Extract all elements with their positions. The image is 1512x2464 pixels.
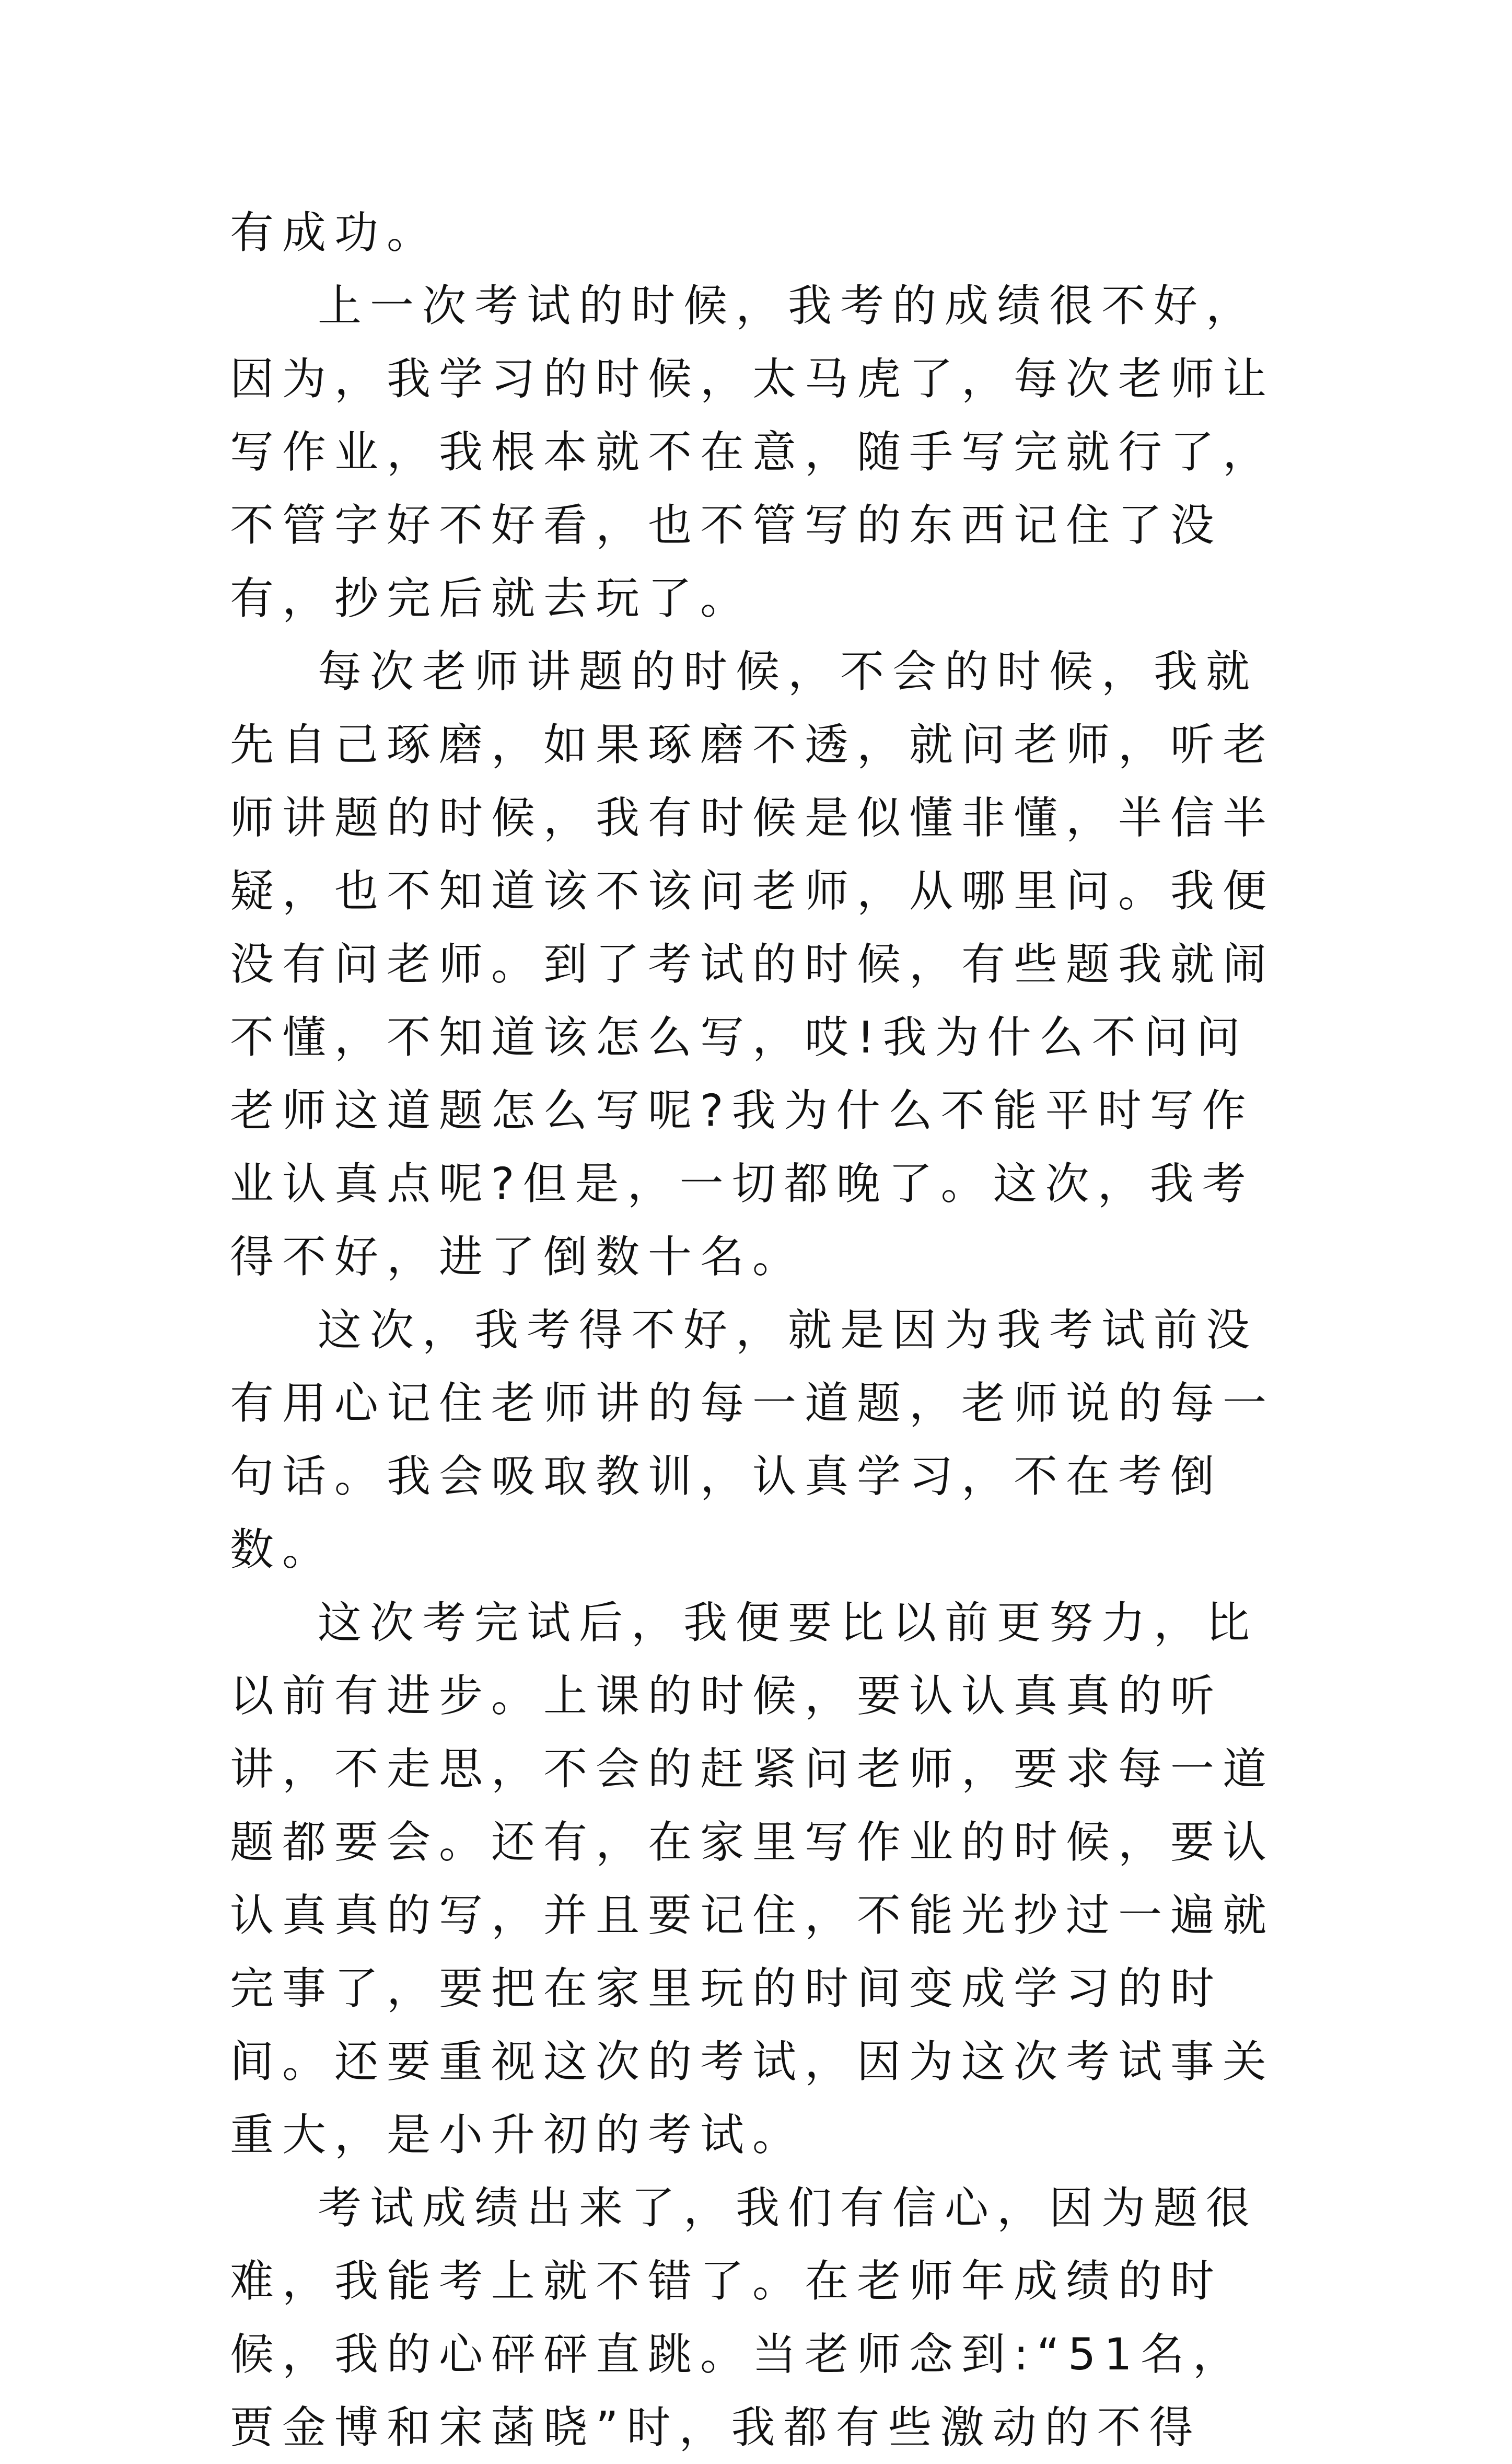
- paragraph-last-exam: 上一次考试的时候，我考的成绩很不好，因为，我学习的时候，太马虎了，每次老师让写作业，我根本就不在意，随手写完就行了，不管字好不好看，也不管写的东西记住了没有，抄完后就去玩了。: [230, 280, 1275, 624]
- document-body: [230, 196, 1288, 2464]
- paragraph-results: 考试成绩出来了，我们有信心，因为题很难，我能考上就不错了。在老师年成绩的时候，我的心砰砰直跳。当老师念到:“51名，贾金博和宋菡晓”时，我都有些激动的不得: [230, 2182, 1259, 2453]
- paragraph-continuation: 有成功。: [230, 207, 439, 258]
- paragraph-lesson-learned: 这次，我考得不好，就是因为我考试前没有用心记住老师讲的每一道题，老师说的每一句话。我会吸取教训，认真学习，不在考倒数。: [230, 1304, 1275, 1575]
- paragraph-asking-teacher: 每次老师讲题的时候，不会的时候，我就先自己琢磨，如果琢磨不透，就问老师，听老师讲题的时候，我有时候是似懂非懂，半信半疑，也不知道该不该问老师，从哪里问。我便没有问老师。到了考试的时候，有些题我就闹不懂，不知道该怎么写，哎!我为什么不问问老师这道题怎么写呢?我为什么不能平时写作业认真点呢?但是，一切都晚了。这次，我考得不好，进了倒数十名。: [230, 646, 1275, 1282]
- paragraph-study-plan: 这次考完试后，我便要比以前更努力，比以前有进步。上课的时候，要认认真真的听讲，不走思，不会的赶紧问老师，要求每一道题都要会。还有，在家里写作业的时候，要认认真真的写，并且要记住，不能光抄过一遍就完事了，要把在家里玩的时间变成学习的时间。还要重视这次的考试，因为这次考试事关重大，是小升初的考试。: [230, 1597, 1275, 2160]
